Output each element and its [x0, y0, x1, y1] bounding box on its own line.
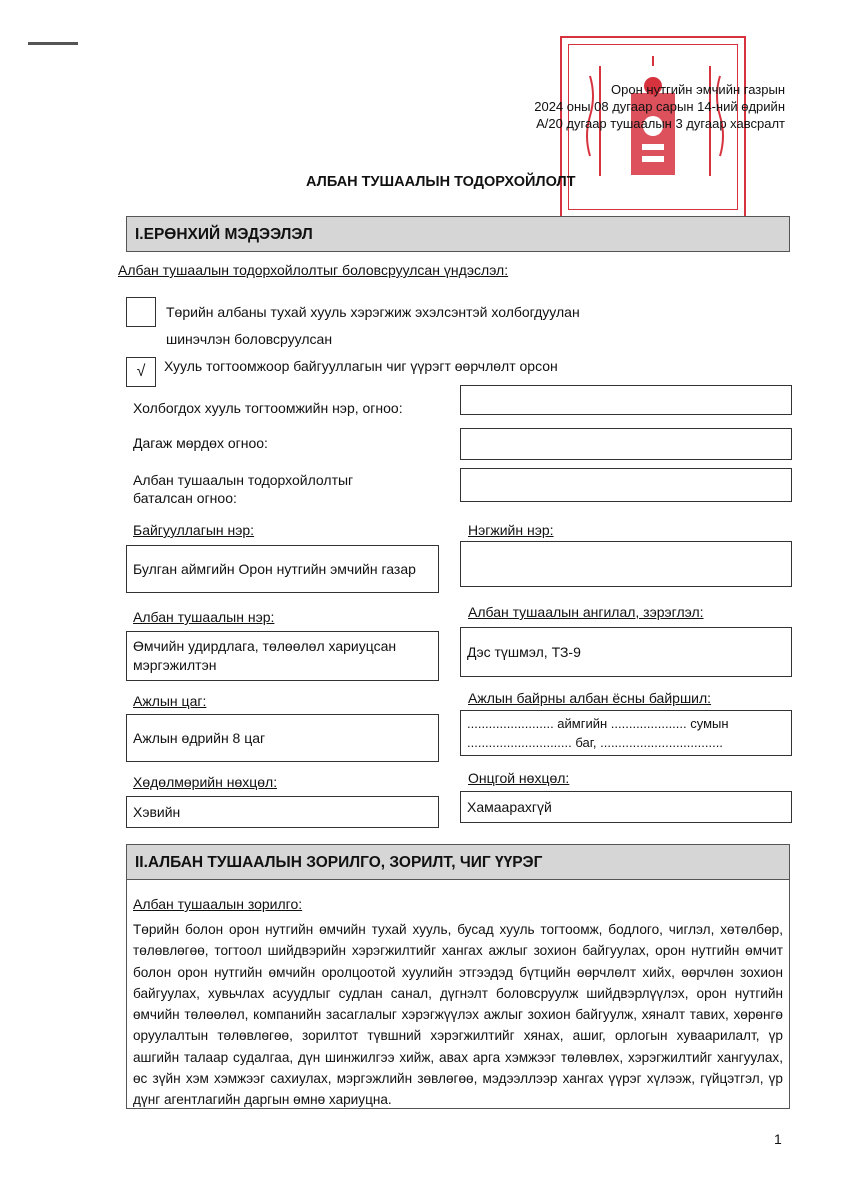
effective-date-field[interactable] — [460, 428, 792, 460]
section-2-heading: II.АЛБАН ТУШААЛЫН ЗОРИЛГО, ЗОРИЛТ, ЧИГ ҮҮРЭГ — [126, 844, 790, 880]
org-name-label: Байгууллагын нэр: — [133, 522, 255, 538]
org-name-field[interactable]: Булган аймгийн Орон нутгийн эмчийн газар — [126, 545, 439, 593]
position-name-field[interactable]: Өмчийн удирдлага, төлөөлөл хариуцсан мэргэжилтэн — [126, 631, 439, 681]
work-hours-label: Ажлын цаг: — [133, 693, 207, 709]
section-1-heading: I.ЕРӨНХИЙ МЭДЭЭЛЭЛ — [126, 216, 790, 252]
position-name-label: Албан тушаалын нэр: — [133, 609, 275, 625]
position-class-field[interactable]: Дэс түшмэл, ТЗ-9 — [460, 627, 792, 677]
approved-date-label-1: Албан тушаалын тодорхойлолтыг — [133, 472, 354, 488]
option-2-label: Хууль тогтоомжоор байгууллагын чиг үүрэгт өөрчлөлт орсон — [164, 358, 558, 374]
header-line-1: Орон нутгийн эмчийн газрын — [611, 82, 785, 97]
work-conditions-field[interactable]: Хэвийн — [126, 796, 439, 828]
work-location-field[interactable] — [460, 710, 792, 756]
document-title: АЛБАН ТУШААЛЫН ТОДОРХОЙЛОЛТ — [306, 174, 576, 190]
option-2-checkbox[interactable]: √ — [126, 357, 156, 387]
law-name-label: Холбогдох хууль тогтоомжийн нэр, огноо: — [133, 400, 403, 416]
special-conditions-label: Онцгой нөхцөл: — [468, 770, 570, 786]
work-location-line-2: ............................. баг, .................................. — [467, 735, 723, 750]
page-number: 1 — [774, 1131, 782, 1147]
unit-name-field[interactable] — [460, 541, 792, 587]
law-name-field[interactable] — [460, 385, 792, 415]
work-conditions-label: Хөдөлмөрийн нөхцөл: — [133, 774, 278, 790]
header-line-2: 2024 оны 08 дугаар сарын 14-ний өдрийн — [534, 99, 785, 114]
header-line-3: А/20 дугаар тушаалын 3 дугаар хавсралт — [536, 116, 785, 131]
approved-date-field[interactable] — [460, 468, 792, 502]
work-hours-field[interactable]: Ажлын өдрийн 8 цаг — [126, 714, 439, 762]
binding-mark — [28, 42, 78, 45]
effective-date-label: Дагаж мөрдөх огноо: — [133, 435, 268, 451]
goal-label: Албан тушаалын зорилго: — [133, 896, 303, 912]
work-location-label: Ажлын байрны албан ёсны байршил: — [468, 690, 712, 706]
work-location-line-1: ........................ аймгийн ..................... сумын — [467, 716, 729, 731]
approved-date-label-2: баталсан огноо: — [133, 490, 237, 506]
option-1-label-line-2: шинэчлэн боловсруулсан — [166, 331, 333, 347]
option-1-checkbox[interactable] — [126, 297, 156, 327]
unit-name-label: Нэгжийн нэр: — [468, 522, 554, 538]
goal-text: Төрийн болон орон нутгийн өмчийн тухай хууль, бусад хууль тогтоомж, бодлого, чиглэл, хөтөлбөр, төлөвлөгөө, тогтоол шийдвэрийн хэрэгжилтийг хангах ажлыг зохион байгуулах, орон нутгийн өмчит болон орон нутгийн өмчийн оролцоотой хуулийн этгээдэд бүтцийн өөрчлөлт хийх, өөрчлөн зохион байгуулах, хувьчлах асуудлыг судлан санал, дүгнэлт боловсруулж шийдвэрлүүлэх, орон нутгийн өмчийн төлөөлөл, компанийн засаглалыг хэрэгжүүлэх ажлыг зохион байгуулж, хяналт тавих, хөрөнгө оруулалтын төлөвлөгөө, зорилтот түвшний хэрэгжилтийг хянах, ашиг, орлогын хуваарилалт, үр ашгийн талаар судалгаа, дүн шинжилгээ хийж, авах арга хэмжээг төлөвлөх, хэрэгжилтийг хангуулах, өс зүйн хэм хэмжээг сахиулах, мэргэжлийн зөвлөгөө, мэдээллээр хангах үүрэг хүлээж, гүйцэтгэл, үр дүнг агентлагийн даргын өмнө хариуцна. — [133, 922, 783, 1108]
special-conditions-field[interactable]: Хамаарахгүй — [460, 791, 792, 823]
position-class-label: Албан тушаалын ангилал, зэрэглэл: — [468, 604, 704, 620]
basis-label: Албан тушаалын тодорхойлолтыг боловсруулсан үндэслэл: — [118, 262, 509, 278]
option-1-label-line-1: Төрийн албаны тухай хууль хэрэгжиж эхэлсэнтэй холбогдуулан — [166, 304, 580, 320]
